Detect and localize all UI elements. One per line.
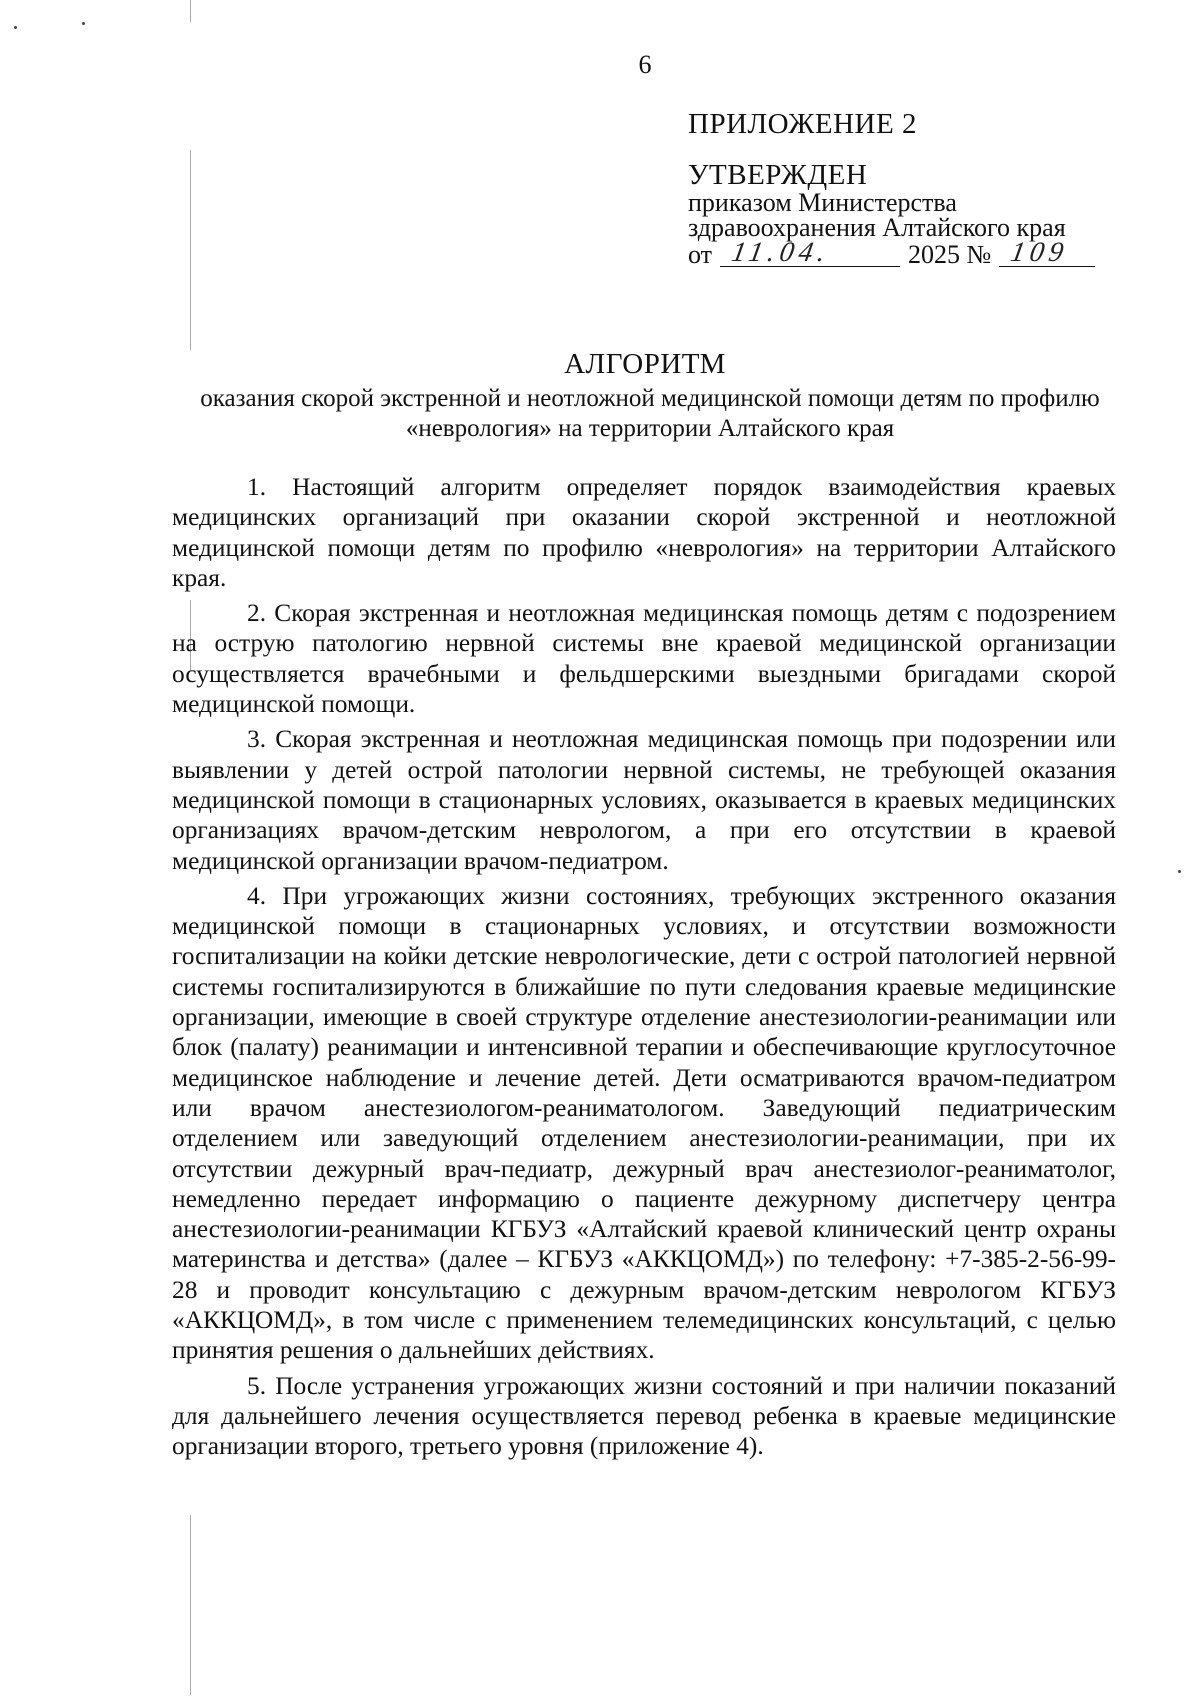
order-date-number-line [688, 237, 1108, 269]
paragraph-2: 2. Скорая экстренная и неотложная медицинская помощь детям с подозрением на острую патологию нервной системы вне краевой медицинской организации осуществляется врачебными и фельдшерскими выездными бригадами скорой медицинской помощи. [172, 599, 1116, 719]
appendix-title: ПРИЛОЖЕНИЕ 2 [688, 108, 917, 140]
handwritten-date: 11.04. [729, 237, 833, 268]
binding-line [190, 1515, 191, 1695]
scan-speck [1178, 870, 1181, 873]
document-heading: АЛГОРИТМ [564, 348, 726, 380]
approved-title: УТВЕРЖДЕН [688, 159, 868, 191]
handwritten-order-number: 109 [1008, 237, 1072, 268]
document-subtitle: оказания скорой экстренной и неотложной медицинской помощи детям по профилю «неврология» на территории Алтайского края [200, 385, 1100, 442]
scan-speck [82, 22, 85, 25]
page-number: 6 [638, 50, 652, 79]
paragraph-4: 4. При угрожающих жизни состояниях, требующих экстренного оказания медицинской помощи в стационарных условиях, и отсутствии возможности госпитализации на койки детские неврологические, дети с острой патологией нервной системы госпитализируются в ближайшие по пути следования краевые медицинские организации, имеющие в своей структуре отделение анестезиологии-реанимации или блок (палату) реанимации и интенсивной терапии и обеспечивающие круглосуточное медицинское наблюдение и лечение детей. Дети осматриваются врачом-педиатром или врачом анестезиологом-реаниматологом. Заведующий педиатрическим отделением или заведующий отделением анестезиологии-реанимации, при их отсутствии дежурный врач-педиатр, дежурный врач анестезиолог-реаниматолог, немедленно передает информацию о пациенте дежурному диспетчеру центра анестезиологии-реанимации КГБУЗ «Алтайский краевой клинический центр охраны материнства и детства» (далее – КГБУЗ «АККЦОМД») по телефону: +7-385-2-56-99-28 и проводит консультацию с дежурным врачом-детским неврологом КГБУЗ «АККЦОМД», в том числе с применением телемедицинских консультаций, с целью принятия решения о дальнейших действиях. [172, 881, 1116, 1365]
binding-line [190, 0, 191, 22]
binding-line [190, 150, 191, 350]
scan-speck [14, 26, 17, 29]
date-field [720, 237, 900, 268]
approval-block [688, 160, 1108, 267]
paragraph-1: 1. Настоящий алгоритм определяет порядок взаимодействия краевых медицинских организаций при оказании скорой экстренной и неотложной медицинской помощи детям по профилю «неврология» на территории Алтайского края. [172, 473, 1116, 592]
document-body [172, 472, 1116, 1467]
approved-by-order: приказом Министерства здравоохранения Алтайского края [688, 188, 1066, 242]
order-number-field [999, 237, 1095, 268]
paragraph-3: 3. Скорая экстренная и неотложная медицинская помощь при подозрении или выявлении у детей острой патологии нервной системы, не требующей оказания медицинской помощи в стационарных условиях, оказывается в краевых медицинских организациях врачом-детским неврологом, а при его отсутствии в краевой медицинской организации врачом-педиатром. [172, 725, 1116, 875]
order-year-label: 2025 № [908, 240, 992, 269]
paragraph-5: 5. После устранения угрожающих жизни состояний и при наличии показаний для дальнейшего лечения осуществляется перевод ребенка в краевые медицинские организации второго, третьего уровня (приложение 4). [172, 1371, 1116, 1461]
date-prefix: от [688, 240, 713, 269]
